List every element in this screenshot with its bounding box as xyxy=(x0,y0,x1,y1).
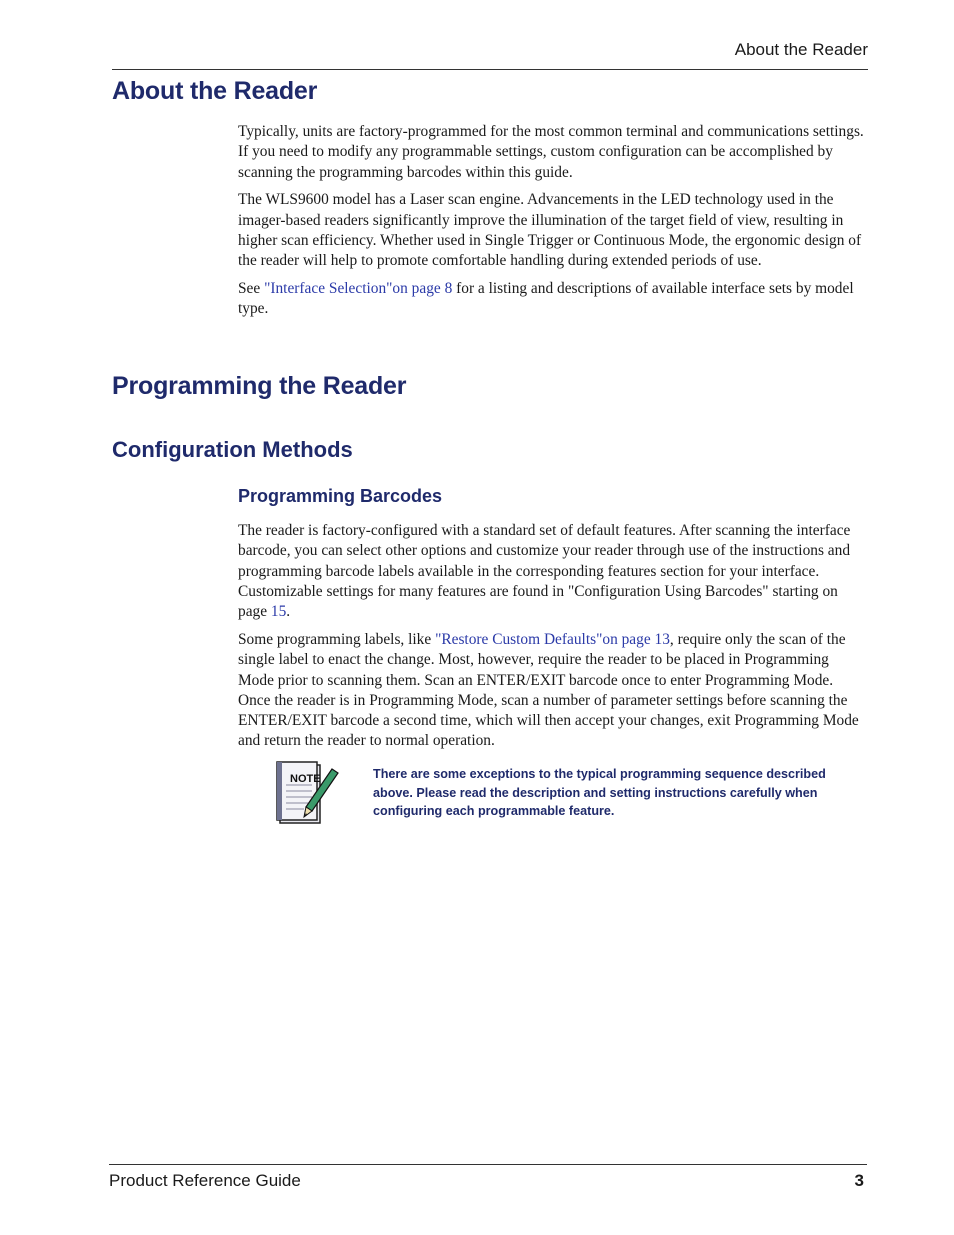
footer-guide-title: Product Reference Guide xyxy=(109,1171,301,1190)
interface-selection-link[interactable]: "Interface Selection"on page 8 xyxy=(264,280,453,298)
barcodes-p1-suffix: . xyxy=(286,603,291,621)
programming-heading: Programming the Reader xyxy=(112,372,407,400)
note-icon xyxy=(274,757,342,827)
programming-barcodes-heading: Programming Barcodes xyxy=(238,486,443,506)
restore-custom-defaults-link[interactable]: "Restore Custom Defaults"on page 13 xyxy=(435,630,670,648)
barcodes-p2-suffix: , require only the scan of the single label to enact the change. Most, however, require the reader to be placed in Programming Mode prior to scanning them. Scan an ENTER/EXIT barcode once to enter Programming Mode. Once the reader is in Programming Mode, scan a number of parameter settings before scanning the ENTER/EXIT barcode a second time, which will then accept your changes, exit Programming Mode and return the reader to normal operation. xyxy=(238,630,859,750)
note-text: There are some exceptions to the typical programming sequence described above. Please read the description and setting instructions carefully when configuring each programmable feature. xyxy=(373,767,826,818)
barcodes-p2-prefix: Some programming labels, like xyxy=(238,630,436,648)
barcodes-section xyxy=(238,521,868,759)
header-rule xyxy=(112,69,868,70)
footer-rule xyxy=(109,1164,867,1165)
config-methods-heading: Configuration Methods xyxy=(112,437,353,462)
page-number: 3 xyxy=(854,1171,864,1190)
about-heading: About the Reader xyxy=(112,77,318,105)
about-p3-prefix: See xyxy=(238,280,265,298)
about-paragraph-3 xyxy=(238,279,868,320)
barcodes-paragraph-2 xyxy=(238,630,868,752)
about-section xyxy=(238,122,868,327)
page-15-link[interactable]: 15 xyxy=(270,603,287,621)
about-p3-suffix: for a listing and descriptions of available interface sets by model type. xyxy=(238,280,854,318)
note-icon-label: NOTE xyxy=(290,773,321,785)
barcodes-paragraph-1 xyxy=(238,521,868,622)
about-paragraph-1: Typically, units are factory-programmed for the most common terminal and communications settings. If you need to modify any programmable settings, custom configuration can be accomplished by scanning the programming barcodes within this guide. xyxy=(238,123,864,181)
about-paragraph-2: The WLS9600 model has a Laser scan engine. Advancements in the LED technology used in the imager-based readers significantly improve the illumination of the target field of view, resulting in higher scan efficiency. Whether used in Single Trigger or Continuous Mode, the ergonomic design of the reader will help to promote comfortable handling during extended periods of use. xyxy=(238,191,862,270)
running-header: About the Reader xyxy=(734,40,868,59)
barcodes-p1-prefix: The reader is factory-configured with a standard set of default features. After scanning the interface barcode, you can select other options and customize your reader through use of the instructions and programming barcode labels available in the corresponding features section for your interface. Customizable settings for many features are found in "Configuration Using Barcodes" starting on page xyxy=(238,522,851,621)
